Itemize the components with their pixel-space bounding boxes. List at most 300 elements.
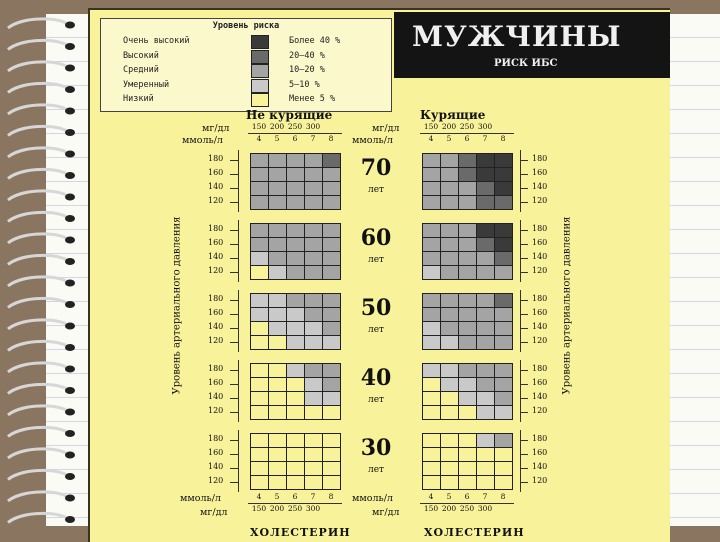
risk-cell	[459, 392, 476, 405]
risk-cell	[441, 364, 458, 377]
bp-tick-label-left: 180	[208, 224, 224, 233]
bp-tick-left	[230, 482, 238, 483]
risk-cell	[495, 154, 512, 167]
smoker-top-chol-mg-tick: 200	[441, 122, 457, 131]
spiral-ring	[8, 62, 66, 71]
title-box	[394, 12, 670, 78]
risk-cell	[459, 434, 476, 447]
risk-cell	[459, 378, 476, 391]
risk-cell	[323, 476, 340, 489]
spiral-ring	[8, 406, 66, 415]
risk-cell	[269, 266, 286, 279]
nonsmoker-top-chol-mg-tick: 250	[287, 122, 303, 131]
risk-cell	[269, 406, 286, 419]
risk-cell	[477, 252, 494, 265]
risk-cell	[287, 448, 304, 461]
nonsmoker-top-chol-mg-tick: 150	[251, 122, 267, 131]
bp-tick-label-left: 160	[208, 308, 224, 317]
bp-tick-left	[230, 258, 238, 259]
bp-tick-left	[230, 314, 238, 315]
bp-tick-right	[520, 482, 528, 483]
risk-cell	[459, 308, 476, 321]
bp-tick-right	[520, 188, 528, 189]
risk-cell	[441, 154, 458, 167]
risk-cell	[287, 434, 304, 447]
risk-cell	[323, 378, 340, 391]
risk-chart-sheet	[88, 8, 670, 542]
bp-tick-label-right: 120	[532, 336, 548, 345]
bp-tick-label-right: 140	[532, 252, 548, 261]
risk-cell	[251, 168, 268, 181]
spiral-ring	[8, 341, 66, 350]
risk-cell	[459, 294, 476, 307]
risk-cell	[251, 266, 268, 279]
smoker-bottom-chol-mg-tick: 250	[459, 504, 475, 513]
age-group-value: 50	[360, 295, 392, 321]
legend-range: 5–10 %	[289, 79, 320, 90]
risk-cell	[495, 336, 512, 349]
bp-tick-label-right: 140	[532, 392, 548, 401]
risk-cell	[477, 448, 494, 461]
bp-tick-label-left: 180	[208, 154, 224, 163]
bp-tick-label-right: 120	[532, 476, 548, 485]
risk-cell	[477, 364, 494, 377]
risk-cell	[269, 448, 286, 461]
risk-cell	[251, 378, 268, 391]
spiral-hole	[65, 280, 75, 287]
risk-cell	[323, 392, 340, 405]
risk-cell	[251, 294, 268, 307]
bp-axis-left	[238, 290, 239, 352]
risk-cell	[441, 238, 458, 251]
risk-cell	[477, 294, 494, 307]
bp-axis-left	[238, 150, 239, 212]
risk-cell	[441, 378, 458, 391]
bp-tick-label-right: 180	[532, 434, 548, 443]
legend-range: Более 40 %	[289, 36, 341, 46]
legend-range: Менее 5 %	[289, 94, 336, 104]
nonsmoker-bottom-chol-axis	[248, 503, 342, 504]
smoker-bottom-chol-mg-tick: 150	[423, 504, 439, 513]
risk-cell	[441, 448, 458, 461]
spiral-ring	[8, 212, 66, 221]
risk-cell	[287, 168, 304, 181]
legend-row	[123, 93, 391, 107]
risk-cell	[251, 392, 268, 405]
risk-cell	[441, 252, 458, 265]
age-group-value: 70	[360, 155, 392, 181]
risk-cell	[441, 434, 458, 447]
risk-cell	[477, 238, 494, 251]
risk-cell	[323, 448, 340, 461]
bp-tick-label-left: 120	[208, 476, 224, 485]
risk-cell	[459, 252, 476, 265]
risk-cell	[495, 238, 512, 251]
risk-cell	[477, 266, 494, 279]
spiral-hole	[65, 22, 75, 29]
risk-cell	[251, 462, 268, 475]
bp-tick-left	[230, 468, 238, 469]
risk-cell	[305, 378, 322, 391]
bp-tick-left	[230, 202, 238, 203]
bp-tick-label-left: 180	[208, 434, 224, 443]
risk-cell	[459, 364, 476, 377]
risk-cell	[287, 182, 304, 195]
risk-cell	[305, 252, 322, 265]
risk-cell	[305, 406, 322, 419]
risk-cell	[441, 462, 458, 475]
smoker-top-chol-axis	[420, 133, 514, 134]
bp-tick-right	[520, 160, 528, 161]
legend-swatch	[251, 35, 269, 49]
risk-cell	[441, 168, 458, 181]
risk-cell	[423, 266, 440, 279]
bp-tick-label-right: 180	[532, 294, 548, 303]
risk-cell	[287, 224, 304, 237]
spiral-hole	[65, 258, 75, 265]
spiral-hole	[65, 151, 75, 158]
spiral-hole	[65, 495, 75, 502]
risk-cell	[459, 336, 476, 349]
smoker-bottom-chol-mmol-tick: 7	[482, 492, 488, 501]
risk-cell	[423, 476, 440, 489]
bp-tick-label-left: 120	[208, 266, 224, 275]
bp-tick-label-left: 140	[208, 462, 224, 471]
risk-cell	[477, 434, 494, 447]
bp-tick-label-left: 120	[208, 406, 224, 415]
smoker-top-chol-mmol-tick: 7	[482, 134, 488, 143]
spiral-ring	[8, 255, 66, 264]
smoker-top-chol-mmol-tick: 6	[464, 134, 470, 143]
spiral-hole	[65, 473, 75, 480]
bp-tick-right	[520, 440, 528, 441]
bp-tick-right	[520, 258, 528, 259]
bp-axis-left	[238, 430, 239, 492]
spiral-ring	[8, 169, 66, 178]
bp-axis-right	[520, 290, 521, 352]
smoker-header: Курящие	[420, 108, 486, 122]
bp-tick-left	[230, 244, 238, 245]
page-subtitle: РИСК ИБС	[494, 58, 558, 69]
nonsmoker-top-chol-mg-tick: 300	[305, 122, 321, 131]
risk-cell	[495, 392, 512, 405]
smoker-bottom-chol-mg-tick: 300	[477, 504, 493, 513]
risk-cell	[495, 448, 512, 461]
risk-cell	[251, 308, 268, 321]
risk-cell	[251, 238, 268, 251]
spiral-hole	[65, 366, 75, 373]
smoker-bottom-chol-mmol-tick: 4	[428, 492, 434, 501]
risk-cell	[287, 462, 304, 475]
bottom-mgdl-label-left: мг/дл	[200, 507, 228, 518]
smoker-risk-grid	[422, 433, 513, 490]
bp-tick-left	[230, 370, 238, 371]
bp-tick-label-right: 180	[532, 154, 548, 163]
nonsmoker-top-chol-mg-tick: 200	[269, 122, 285, 131]
bp-tick-label-left: 120	[208, 196, 224, 205]
risk-cell	[423, 308, 440, 321]
bp-tick-label-left: 180	[208, 294, 224, 303]
risk-cell	[287, 378, 304, 391]
bp-tick-left	[230, 328, 238, 329]
risk-cell	[423, 378, 440, 391]
spiral-ring	[8, 470, 66, 479]
risk-cell	[323, 238, 340, 251]
smoker-risk-grid	[422, 153, 513, 210]
risk-cell	[269, 364, 286, 377]
risk-cell	[477, 476, 494, 489]
risk-cell	[423, 322, 440, 335]
bp-tick-left	[230, 300, 238, 301]
top-mgdl-label-right: мг/дл	[372, 123, 400, 134]
age-group-value: 30	[360, 435, 392, 461]
risk-cell	[495, 196, 512, 209]
spiral-ring	[8, 126, 66, 135]
nonsmoker-top-chol-mmol-tick: 5	[274, 134, 280, 143]
risk-cell	[251, 406, 268, 419]
spiral-hole	[65, 452, 75, 459]
risk-cell	[441, 224, 458, 237]
bp-tick-right	[520, 384, 528, 385]
bp-tick-right	[520, 244, 528, 245]
risk-cell	[495, 168, 512, 181]
legend-label: Средний	[123, 65, 159, 75]
legend-range: 10–20 %	[289, 65, 325, 75]
risk-cell	[441, 322, 458, 335]
bp-tick-right	[520, 300, 528, 301]
bp-tick-left	[230, 174, 238, 175]
bp-tick-right	[520, 230, 528, 231]
risk-cell	[477, 378, 494, 391]
bp-tick-left	[230, 412, 238, 413]
bp-axis-left	[238, 220, 239, 282]
spiral-hole	[65, 65, 75, 72]
legend-row	[123, 79, 391, 93]
risk-cell	[441, 266, 458, 279]
bp-axis-right	[520, 360, 521, 422]
spiral-ring	[8, 363, 66, 372]
spiral-hole	[65, 409, 75, 416]
risk-cell	[323, 308, 340, 321]
risk-cell	[423, 154, 440, 167]
bp-tick-label-left: 140	[208, 182, 224, 191]
risk-cell	[251, 196, 268, 209]
risk-cell	[477, 196, 494, 209]
risk-cell	[441, 196, 458, 209]
risk-cell	[477, 336, 494, 349]
risk-cell	[423, 392, 440, 405]
risk-cell	[477, 392, 494, 405]
bp-axis-right	[520, 430, 521, 492]
risk-cell	[305, 392, 322, 405]
page-title: МУЖЧИНЫ	[412, 20, 622, 53]
bp-tick-label-right: 160	[532, 168, 548, 177]
risk-cell	[305, 448, 322, 461]
smoker-top-chol-mg-tick: 250	[459, 122, 475, 131]
spiral-binding	[0, 0, 90, 540]
bp-tick-label-right: 180	[532, 224, 548, 233]
risk-cell	[251, 434, 268, 447]
bp-tick-left	[230, 188, 238, 189]
bp-tick-label-left: 140	[208, 322, 224, 331]
risk-cell	[287, 266, 304, 279]
bp-tick-right	[520, 174, 528, 175]
bp-tick-label-right: 160	[532, 378, 548, 387]
spiral-ring	[8, 234, 66, 243]
legend-swatch	[251, 93, 269, 107]
risk-cell	[495, 252, 512, 265]
bp-tick-right	[520, 328, 528, 329]
nonsmoker-bottom-chol-mg-tick: 250	[287, 504, 303, 513]
spiral-ring	[8, 492, 66, 501]
legend-label: Очень высокий	[123, 36, 190, 46]
bp-tick-right	[520, 314, 528, 315]
risk-cell	[323, 252, 340, 265]
nonsmoker-risk-grid	[250, 223, 341, 280]
bp-side-label-right: Уровень артериального давления	[561, 216, 573, 395]
risk-cell	[305, 154, 322, 167]
risk-cell	[495, 308, 512, 321]
top-mmol-label-right: ммоль/л	[352, 135, 393, 146]
nonsmoker-top-chol-axis	[248, 133, 342, 134]
risk-cell	[323, 224, 340, 237]
risk-cell	[269, 252, 286, 265]
risk-cell	[477, 462, 494, 475]
risk-cell	[423, 196, 440, 209]
risk-cell	[423, 406, 440, 419]
risk-cell	[459, 322, 476, 335]
nonsmoker-risk-grid	[250, 153, 341, 210]
spiral-ring	[8, 83, 66, 92]
risk-cell	[305, 266, 322, 279]
spiral-ring	[8, 19, 66, 28]
risk-cell	[477, 406, 494, 419]
spiral-hole	[65, 237, 75, 244]
smoker-risk-grid	[422, 223, 513, 280]
risk-cell	[305, 196, 322, 209]
risk-cell	[423, 448, 440, 461]
bp-tick-label-left: 180	[208, 364, 224, 373]
smoker-risk-grid	[422, 363, 513, 420]
risk-cell	[441, 182, 458, 195]
risk-cell	[251, 336, 268, 349]
age-unit-label: лет	[367, 255, 385, 265]
risk-cell	[287, 336, 304, 349]
risk-cell	[495, 266, 512, 279]
spiral-ring	[8, 298, 66, 307]
bp-tick-label-right: 180	[532, 364, 548, 373]
nonsmoker-header: Не курящие	[246, 108, 333, 122]
legend-swatch	[251, 64, 269, 78]
risk-cell	[495, 462, 512, 475]
risk-cell	[287, 154, 304, 167]
bp-tick-label-right: 160	[532, 238, 548, 247]
bp-tick-label-right: 120	[532, 266, 548, 275]
bp-tick-right	[520, 454, 528, 455]
legend-row	[123, 35, 391, 49]
risk-cell	[423, 364, 440, 377]
age-group-value: 40	[360, 365, 392, 391]
risk-cell	[323, 434, 340, 447]
bp-tick-left	[230, 440, 238, 441]
risk-cell	[269, 238, 286, 251]
risk-cell	[269, 476, 286, 489]
risk-cell	[477, 322, 494, 335]
risk-cell	[477, 154, 494, 167]
bottom-mmol-label-right: ммоль/л	[352, 493, 393, 504]
spiral-ring	[8, 320, 66, 329]
bottom-mgdl-label-right: мг/дл	[372, 507, 400, 518]
bp-tick-left	[230, 342, 238, 343]
nonsmoker-bottom-chol-mmol-tick: 6	[292, 492, 298, 501]
risk-cell	[423, 238, 440, 251]
spiral-hole	[65, 430, 75, 437]
spiral-ring	[8, 277, 66, 286]
legend-swatch	[251, 50, 269, 64]
risk-cell	[423, 168, 440, 181]
risk-cell	[459, 406, 476, 419]
risk-cell	[323, 294, 340, 307]
bp-tick-label-right: 120	[532, 196, 548, 205]
bp-tick-label-left: 160	[208, 448, 224, 457]
bp-tick-right	[520, 272, 528, 273]
spiral-hole	[65, 108, 75, 115]
x-axis-title-left: ХОЛЕСТЕРИН	[250, 526, 351, 539]
bp-tick-label-right: 140	[532, 322, 548, 331]
risk-cell	[287, 392, 304, 405]
risk-cell	[305, 308, 322, 321]
age-unit-label: лет	[367, 325, 385, 335]
bp-tick-right	[520, 370, 528, 371]
bp-axis-left	[238, 360, 239, 422]
spiral-hole	[65, 344, 75, 351]
risk-cell	[323, 168, 340, 181]
bp-tick-right	[520, 202, 528, 203]
bp-tick-left	[230, 272, 238, 273]
bp-tick-label-right: 140	[532, 462, 548, 471]
risk-cell	[495, 364, 512, 377]
risk-cell	[441, 392, 458, 405]
smoker-top-chol-mg-tick: 150	[423, 122, 439, 131]
legend-row	[123, 50, 391, 64]
risk-cell	[495, 182, 512, 195]
risk-cell	[305, 322, 322, 335]
nonsmoker-bottom-chol-mmol-tick: 4	[256, 492, 262, 501]
spiral-ring	[8, 40, 66, 49]
risk-cell	[423, 294, 440, 307]
risk-cell	[459, 448, 476, 461]
risk-cell	[251, 322, 268, 335]
bp-tick-left	[230, 230, 238, 231]
risk-cell	[423, 462, 440, 475]
risk-cell	[269, 154, 286, 167]
risk-cell	[251, 182, 268, 195]
nonsmoker-bottom-chol-mmol-tick: 5	[274, 492, 280, 501]
risk-cell	[459, 224, 476, 237]
legend-title: Уровень риска	[212, 21, 280, 31]
bp-axis-right	[520, 150, 521, 212]
risk-cell	[269, 434, 286, 447]
risk-cell	[305, 434, 322, 447]
risk-cell	[269, 392, 286, 405]
nonsmoker-bottom-chol-mg-tick: 200	[269, 504, 285, 513]
risk-cell	[269, 336, 286, 349]
risk-cell	[323, 154, 340, 167]
spiral-hole	[65, 172, 75, 179]
nonsmoker-top-chol-mmol-tick: 6	[292, 134, 298, 143]
bp-tick-label-left: 160	[208, 168, 224, 177]
risk-cell	[323, 364, 340, 377]
